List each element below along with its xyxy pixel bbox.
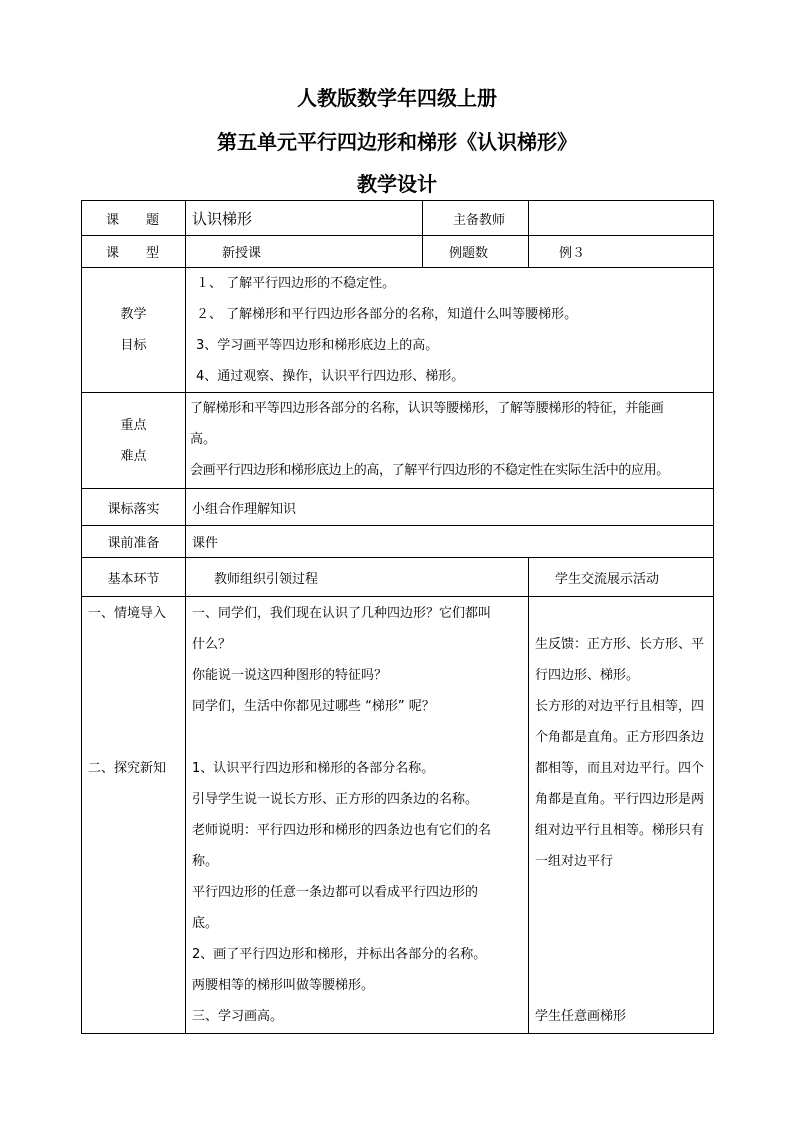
- goals-label-a: 教学: [120, 307, 147, 322]
- standard-label: 课标落实: [82, 489, 186, 526]
- process-header-teacher: 教师组织引领过程: [186, 558, 529, 597]
- example-label: 例题数: [423, 236, 529, 268]
- teacher-line: 同学们，生活中你都见过哪些 “梯形” 呢？: [192, 699, 435, 714]
- key-points-row: [82, 393, 714, 489]
- process-header-student: 学生交流展示活动: [529, 558, 714, 597]
- teacher-line: 2、画了平行四边形和梯形，并标出各部分的名称。: [192, 947, 487, 962]
- stage-label-explore: 二、探究新知: [88, 761, 167, 776]
- key-points-label-b: 难点: [120, 448, 147, 464]
- teacher-line: 平行四边形的任意一条边都可以看成平行四边形的: [192, 885, 479, 900]
- student-line: 一组对边平行: [535, 854, 614, 869]
- type-value: 新授课: [186, 236, 423, 268]
- teacher-line: 底。: [192, 916, 219, 931]
- key-points-label-a: 重点: [120, 417, 147, 433]
- student-line: 行四边形、梯形。: [535, 668, 640, 683]
- goal-item: 4、通过观察、操作，认识平行四边形、梯形。: [196, 369, 465, 384]
- student-line: 个角都是直角。正方形四条边: [535, 730, 705, 745]
- goal-item: ２、 了解梯形和平行四边形各部分的名称，知道什么叫等腰梯形。: [196, 307, 578, 322]
- lesson-plan-table: [81, 200, 714, 1034]
- standard-row: [82, 489, 714, 526]
- topic-row: [82, 201, 714, 236]
- teacher-line: 引导学生说一说长方形、正方形的四条边的名称。: [192, 792, 479, 807]
- process-header-stage: 基本环节: [82, 558, 186, 597]
- goals-label-b: 目标: [120, 338, 147, 353]
- student-line: 学生任意画梯形: [535, 1009, 627, 1024]
- key-points-content: [186, 393, 714, 489]
- teacher-line: 一、同学们，我们现在认识了几种四边形？它们都叫: [192, 606, 492, 621]
- process-student-cell: [529, 597, 714, 1034]
- key-point-line: 高。: [190, 432, 217, 447]
- goals-row: [82, 268, 714, 393]
- type-label-a: 课: [106, 246, 120, 261]
- type-label-b: 型: [145, 246, 159, 261]
- student-line: [535, 598, 709, 629]
- student-line: [535, 877, 709, 908]
- document-heading: 教学设计: [357, 172, 437, 196]
- student-line: 都相等，而且对边平行。四个: [535, 761, 705, 776]
- prep-label: 课前准备: [82, 526, 186, 558]
- topic-label-b: 题: [145, 212, 159, 228]
- key-point-line: 了解梯形和平等四边形各部分的名称，认识等腰梯形，了解等腰梯形的特征，并能画: [190, 401, 664, 416]
- teacher-line: [192, 722, 524, 753]
- type-row: [82, 236, 714, 268]
- stage-label-intro: 一、情境导入: [88, 606, 167, 621]
- student-line: [535, 939, 709, 970]
- example-value: 例３: [529, 236, 714, 268]
- teacher-line: 老师说明：平行四边形和梯形的四条边也有它们的名: [192, 823, 492, 838]
- process-teacher-cell: [186, 597, 529, 1034]
- student-line: [535, 970, 709, 1001]
- goal-item: 3、学习画平等四边形和梯形底边上的高。: [196, 338, 439, 353]
- teacher-line: 什么？: [192, 637, 232, 652]
- student-line: 长方形的对边平行且相等，四: [535, 699, 705, 714]
- type-label-cell: [82, 236, 186, 268]
- key-points-label-cell: [82, 393, 186, 489]
- topic-value: 认识梯形: [186, 201, 423, 236]
- key-point-line: 会画平行四边形和梯形底边上的高，了解平行四边形的不稳定性在实际生活中的应用。: [190, 463, 669, 478]
- teacher-line: 两腰相等的梯形叫做等腰梯形。: [192, 978, 375, 993]
- student-line: 角都是直角。平行四边形是两: [535, 792, 705, 807]
- goals-content: [186, 268, 714, 393]
- topic-label-cell: [82, 201, 186, 236]
- teacher-line: 1、认识平行四边形和梯形的各部分名称。: [192, 761, 435, 776]
- prep-value: 课件: [186, 526, 714, 558]
- student-line: [535, 908, 709, 939]
- process-header-row: [82, 558, 714, 597]
- process-body-row: [82, 597, 714, 1034]
- goal-item: １、 了解平行四边形的不稳定性。: [196, 276, 396, 291]
- teacher-value: [529, 201, 714, 236]
- process-stage-cell: [82, 597, 186, 1034]
- goals-label-cell: [82, 268, 186, 393]
- standard-value: 小组合作理解知识: [186, 489, 714, 526]
- document-subtitle: 第五单元平行四边形和梯形《认识梯形》: [217, 130, 577, 154]
- teacher-line: 你能说一说这四种图形的特征吗？: [192, 668, 388, 683]
- topic-label-a: 课: [106, 212, 120, 228]
- document-title: 人教版数学年四级上册: [297, 86, 497, 110]
- student-line: 组对边平行且相等。梯形只有: [535, 823, 705, 838]
- teacher-line: 称。: [192, 854, 219, 869]
- teacher-line: 三、学习画高。: [192, 1009, 284, 1024]
- student-line: 生反馈：正方形、长方形、平: [535, 637, 705, 652]
- prep-row: [82, 526, 714, 558]
- teacher-label: 主备教师: [423, 201, 529, 236]
